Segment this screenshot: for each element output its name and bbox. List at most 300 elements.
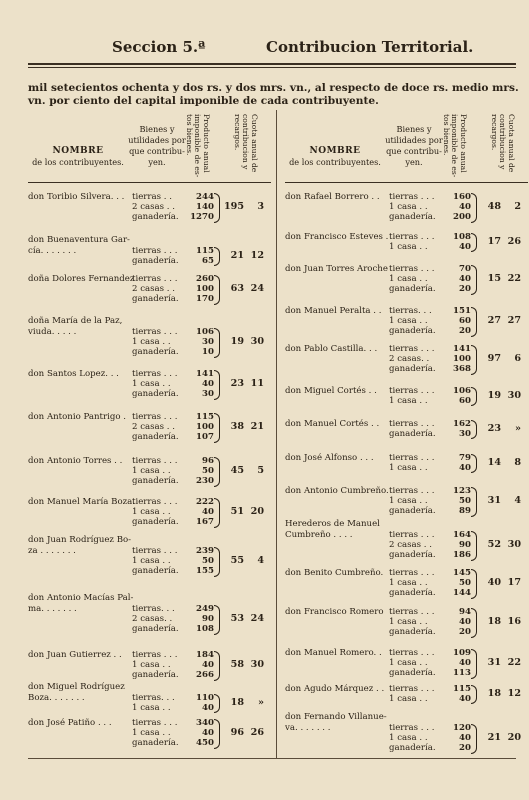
asset-values bbox=[441, 453, 471, 473]
asset-types bbox=[132, 546, 192, 577]
quota-maravedis: 24 bbox=[250, 283, 264, 295]
asset-value: 113 bbox=[453, 668, 471, 679]
page-title: Contribucion Territorial. bbox=[266, 38, 474, 56]
asset-type: tierras . . . bbox=[389, 648, 435, 658]
right-column-header bbox=[285, 110, 528, 182]
producto-heading: Producto anual imponible de es-tos bienes. bbox=[442, 114, 468, 178]
asset-value: 50 bbox=[202, 466, 214, 477]
asset-type: ganadería. bbox=[132, 476, 179, 487]
asset-value: 239 bbox=[196, 546, 214, 556]
asset-type: ganadería. bbox=[132, 517, 179, 528]
quota-maravedis: 4 bbox=[257, 555, 264, 567]
bienes-heading: Bienes y utilidades por que contribu-yen. bbox=[128, 124, 186, 167]
annual-quota bbox=[477, 732, 527, 743]
asset-value: 30 bbox=[202, 337, 214, 348]
contributor-name: don Fernando Villanue-va. . . . . . . bbox=[285, 712, 387, 733]
asset-values bbox=[441, 568, 471, 599]
asset-type: 1 casa . . bbox=[132, 379, 171, 390]
asset-types bbox=[132, 456, 192, 487]
asset-values bbox=[441, 648, 471, 679]
right-column bbox=[285, 110, 528, 760]
quota-reales: 55 bbox=[230, 555, 244, 567]
asset-type: tierras . . . bbox=[132, 718, 178, 728]
asset-value: 20 bbox=[459, 627, 471, 638]
asset-value: 40 bbox=[459, 463, 471, 474]
asset-type: tierras. . . bbox=[389, 306, 432, 316]
asset-type: 1 casa . . bbox=[132, 337, 171, 348]
asset-value: 40 bbox=[202, 660, 214, 671]
asset-type: ganadería. bbox=[132, 212, 179, 223]
contributor-name: don Manuel Peralta . . bbox=[285, 306, 382, 316]
asset-value: 109 bbox=[453, 648, 471, 658]
annual-quota bbox=[477, 616, 527, 627]
asset-type: ganadería. bbox=[132, 738, 179, 749]
asset-type: ganadería. bbox=[132, 624, 179, 635]
asset-values bbox=[184, 456, 214, 487]
asset-value: 50 bbox=[459, 578, 471, 589]
quota-reales: 31 bbox=[487, 495, 501, 507]
header-rule-thick bbox=[28, 63, 516, 65]
annual-quota bbox=[220, 201, 270, 212]
asset-type: 2 casas . . bbox=[132, 284, 176, 295]
asset-type: tierras . . . bbox=[389, 344, 435, 354]
asset-values bbox=[441, 530, 471, 561]
asset-types bbox=[132, 718, 192, 749]
asset-types bbox=[389, 530, 449, 561]
asset-values bbox=[441, 306, 471, 337]
quota-reales: 27 bbox=[487, 315, 501, 327]
asset-types bbox=[132, 412, 192, 443]
quota-maravedis: 24 bbox=[250, 613, 264, 625]
annual-quota bbox=[477, 423, 527, 434]
quota-maravedis: 17 bbox=[507, 577, 521, 589]
asset-type: 1 casa . . bbox=[389, 496, 428, 507]
annual-quota bbox=[477, 236, 527, 247]
bottom-rule bbox=[28, 758, 516, 759]
asset-value: 60 bbox=[459, 396, 471, 407]
asset-values bbox=[184, 192, 214, 223]
asset-values bbox=[184, 718, 214, 749]
asset-values bbox=[184, 693, 214, 713]
asset-value: 155 bbox=[196, 566, 214, 577]
asset-value: 249 bbox=[196, 604, 214, 614]
asset-values bbox=[441, 192, 471, 223]
quota-reales: 58 bbox=[230, 659, 244, 671]
asset-types bbox=[389, 723, 449, 754]
contributor-name: doña María de la Paz, viuda. . . . . bbox=[28, 316, 123, 337]
asset-values bbox=[184, 246, 214, 266]
contributor-name: doña Dolores Fernandez bbox=[28, 274, 135, 284]
asset-value: 50 bbox=[459, 496, 471, 507]
asset-value: 20 bbox=[459, 743, 471, 754]
asset-values bbox=[441, 344, 471, 375]
quota-reales: 45 bbox=[230, 465, 244, 477]
asset-value: 141 bbox=[453, 344, 471, 354]
asset-values bbox=[184, 274, 214, 305]
contributor-name: don Buenaventura Gar-cía. . . . . . . bbox=[28, 235, 130, 256]
annual-quota bbox=[477, 201, 527, 212]
intro-paragraph: mil setecientos ochenta y dos rs. y dos mrs. vn., al respecto de doce rs. medio mrs. vn. por ciento del capital imponible de cada contribuyente. bbox=[28, 82, 519, 107]
quota-maravedis: 2 bbox=[514, 201, 521, 213]
contributor-name: don Miguel Rodríguez Boza. . . . . . . bbox=[28, 682, 125, 703]
asset-type: tierras . . . bbox=[389, 264, 435, 274]
asset-types bbox=[389, 568, 449, 599]
annual-quota bbox=[220, 697, 270, 708]
asset-type: tierras . . . bbox=[132, 456, 178, 466]
asset-types bbox=[389, 684, 449, 704]
asset-value: 230 bbox=[196, 476, 214, 487]
asset-value: 340 bbox=[196, 718, 214, 728]
asset-value: 89 bbox=[459, 506, 471, 517]
quota-reales: 53 bbox=[230, 613, 244, 625]
asset-types bbox=[389, 648, 449, 679]
asset-type: 1 casa . . bbox=[389, 396, 428, 407]
annual-quota bbox=[477, 688, 527, 699]
asset-types bbox=[132, 192, 192, 223]
asset-type: 1 casa . . bbox=[132, 660, 171, 671]
quota-maravedis: 26 bbox=[250, 727, 264, 739]
asset-value: 141 bbox=[196, 369, 214, 379]
nombre-title: NOMBRE bbox=[309, 146, 361, 156]
asset-type: ganadería. bbox=[132, 294, 179, 305]
asset-value: 450 bbox=[196, 738, 214, 749]
asset-value: 368 bbox=[453, 364, 471, 375]
annual-quota bbox=[220, 659, 270, 670]
asset-values bbox=[441, 264, 471, 295]
contributor-name: don Manuel María Boza. bbox=[28, 497, 136, 507]
asset-type: tierras. . . bbox=[132, 693, 175, 703]
annual-quota bbox=[477, 495, 527, 506]
asset-value: 140 bbox=[196, 202, 214, 213]
left-column-header bbox=[28, 110, 271, 182]
asset-values bbox=[184, 412, 214, 443]
asset-value: 184 bbox=[196, 650, 214, 660]
quota-reales: 63 bbox=[230, 283, 244, 295]
header-rule-thin bbox=[28, 67, 516, 68]
contributor-name: don Antonio Cumbreño. bbox=[285, 486, 389, 496]
asset-type: tierras . . . bbox=[389, 453, 435, 463]
asset-types bbox=[132, 274, 192, 305]
asset-types bbox=[132, 650, 192, 681]
asset-types bbox=[389, 264, 449, 295]
quota-maravedis: 16 bbox=[507, 616, 521, 628]
contributor-name: don Juan Gutierrez . . bbox=[28, 650, 122, 660]
quota-reales: 40 bbox=[487, 577, 501, 589]
cuota-heading: Cuota anual de contribucion y recargos. bbox=[490, 114, 516, 173]
asset-type: ganadería. bbox=[132, 256, 179, 267]
asset-type: 1 casa . . bbox=[389, 316, 428, 327]
asset-type: 1 casa . . bbox=[132, 728, 171, 739]
asset-type: ganadería. bbox=[389, 284, 436, 295]
asset-value: 40 bbox=[459, 733, 471, 744]
producto-heading: Producto anual imponible de es-tos bienes. bbox=[185, 114, 211, 178]
asset-types bbox=[132, 327, 192, 358]
quota-reales: 14 bbox=[487, 457, 501, 469]
quota-maravedis: » bbox=[258, 697, 264, 709]
asset-type: ganadería. bbox=[389, 429, 436, 440]
quota-maravedis: 27 bbox=[507, 315, 521, 327]
contributor-name: don Manuel Romero. . bbox=[285, 648, 382, 658]
asset-values bbox=[184, 369, 214, 400]
quota-reales: 19 bbox=[487, 390, 501, 402]
asset-type: 1 casa . . bbox=[389, 578, 428, 589]
quota-reales: 18 bbox=[487, 616, 501, 628]
asset-value: 40 bbox=[202, 703, 214, 714]
asset-value: 107 bbox=[196, 432, 214, 443]
quota-reales: 21 bbox=[230, 250, 244, 262]
asset-type: tierras . . . bbox=[389, 232, 435, 242]
asset-value: 40 bbox=[202, 507, 214, 518]
asset-type: ganadería. bbox=[389, 743, 436, 754]
asset-type: ganadería. bbox=[389, 364, 436, 375]
asset-type: tierras . . . bbox=[132, 274, 178, 284]
quota-maravedis: » bbox=[515, 423, 521, 435]
asset-value: 10 bbox=[202, 347, 214, 358]
contributor-name: don Rafael Borrero . . bbox=[285, 192, 380, 202]
asset-type: 2 casas. . bbox=[132, 614, 173, 625]
quota-maravedis: 30 bbox=[250, 659, 264, 671]
asset-values bbox=[184, 546, 214, 577]
annual-quota bbox=[477, 390, 527, 401]
annual-quota bbox=[477, 539, 527, 550]
quota-maravedis: 12 bbox=[250, 250, 264, 262]
asset-value: 60 bbox=[459, 316, 471, 327]
left-column bbox=[28, 110, 271, 760]
asset-types bbox=[389, 192, 449, 223]
asset-value: 79 bbox=[459, 453, 471, 463]
quota-reales: 18 bbox=[487, 688, 501, 700]
annual-quota bbox=[220, 506, 270, 517]
contributor-name: don Francisco Esteves . bbox=[285, 232, 389, 242]
asset-values bbox=[441, 486, 471, 517]
bienes-heading: Bienes y utilidades por que contribu-yen. bbox=[385, 124, 443, 167]
asset-type: ganadería. bbox=[132, 347, 179, 358]
quota-maravedis: 30 bbox=[507, 539, 521, 551]
asset-values bbox=[441, 419, 471, 439]
asset-value: 40 bbox=[459, 617, 471, 628]
asset-type: tierras . . . bbox=[389, 530, 435, 540]
contributor-name: don Benito Cumbreño. bbox=[285, 568, 384, 578]
asset-types bbox=[132, 246, 192, 266]
asset-type: 1 casa . . bbox=[132, 507, 171, 518]
asset-value: 162 bbox=[453, 419, 471, 429]
asset-values bbox=[184, 497, 214, 528]
asset-types bbox=[389, 486, 449, 517]
asset-type: 1 casa . . bbox=[132, 556, 171, 567]
contributor-name: don Juan Rodríguez Bo-za . . . . . . . bbox=[28, 535, 132, 556]
asset-value: 96 bbox=[202, 456, 214, 466]
asset-values bbox=[184, 650, 214, 681]
contributor-name: don Francisco Romero bbox=[285, 607, 384, 617]
quota-maravedis: 20 bbox=[250, 506, 264, 518]
annual-quota bbox=[220, 555, 270, 566]
asset-type: tierras . . . bbox=[389, 419, 435, 429]
page-header bbox=[0, 38, 529, 58]
contributor-name: don Miguel Cortés . . bbox=[285, 386, 377, 396]
asset-type: tierras . . . bbox=[389, 568, 435, 578]
nombre-subtitle: de los contribuyentes. bbox=[289, 157, 381, 167]
asset-type: ganadería. bbox=[389, 550, 436, 561]
asset-value: 100 bbox=[453, 354, 471, 365]
quota-reales: 23 bbox=[487, 423, 501, 435]
asset-type: 2 casas . . bbox=[389, 540, 433, 551]
asset-value: 50 bbox=[202, 556, 214, 567]
asset-type: tierras . . . bbox=[389, 486, 435, 496]
asset-value: 94 bbox=[459, 607, 471, 617]
quota-maravedis: 3 bbox=[257, 201, 264, 213]
asset-value: 110 bbox=[196, 693, 214, 703]
annual-quota bbox=[477, 273, 527, 284]
contributor-name: don Antonio Torres . . bbox=[28, 456, 123, 466]
asset-types bbox=[132, 693, 192, 713]
asset-type: tierras . . . bbox=[132, 327, 178, 337]
asset-types bbox=[389, 232, 449, 252]
asset-type: ganadería. bbox=[132, 566, 179, 577]
quota-maravedis: 30 bbox=[507, 390, 521, 402]
asset-types bbox=[132, 369, 192, 400]
annual-quota bbox=[477, 353, 527, 364]
contributor-name: don Santos Lopez. . . bbox=[28, 369, 119, 379]
quota-reales: 17 bbox=[487, 236, 501, 248]
asset-type: 1 casa . . bbox=[132, 703, 171, 714]
asset-value: 186 bbox=[453, 550, 471, 561]
asset-value: 266 bbox=[196, 670, 214, 681]
contributor-name: don Agudo Márquez . . bbox=[285, 684, 385, 694]
asset-value: 30 bbox=[459, 429, 471, 440]
contributor-name: don Toribio Silvera. . . bbox=[28, 192, 125, 202]
asset-types bbox=[389, 419, 449, 439]
asset-value: 90 bbox=[459, 540, 471, 551]
column-header-rule bbox=[28, 182, 271, 183]
asset-type: 1 casa . . bbox=[389, 202, 428, 213]
annual-quota bbox=[477, 577, 527, 588]
quota-maravedis: 4 bbox=[514, 495, 521, 507]
annual-quota bbox=[220, 378, 270, 389]
asset-value: 40 bbox=[459, 694, 471, 705]
quota-reales: 97 bbox=[487, 353, 501, 365]
asset-types bbox=[389, 453, 449, 473]
asset-type: tierras . . . bbox=[132, 497, 178, 507]
asset-value: 40 bbox=[202, 379, 214, 390]
quota-maravedis: 22 bbox=[507, 657, 521, 669]
asset-value: 100 bbox=[196, 284, 214, 295]
asset-value: 160 bbox=[453, 192, 471, 202]
asset-value: 106 bbox=[453, 386, 471, 396]
asset-value: 145 bbox=[453, 568, 471, 578]
asset-value: 164 bbox=[453, 530, 471, 540]
asset-type: 1 casa . . bbox=[389, 463, 428, 474]
asset-values bbox=[184, 604, 214, 635]
quota-maravedis: 5 bbox=[257, 465, 264, 477]
contributor-name: don Pablo Castilla. . . bbox=[285, 344, 378, 354]
annual-quota bbox=[220, 613, 270, 624]
asset-values bbox=[441, 607, 471, 638]
asset-type: ganadería. bbox=[389, 212, 436, 223]
annual-quota bbox=[477, 315, 527, 326]
annual-quota bbox=[220, 283, 270, 294]
asset-type: 2 casas . . bbox=[132, 422, 176, 433]
asset-value: 40 bbox=[459, 274, 471, 285]
asset-value: 244 bbox=[196, 192, 214, 202]
quota-maravedis: 11 bbox=[250, 378, 264, 390]
annual-quota bbox=[220, 727, 270, 738]
asset-value: 115 bbox=[453, 684, 471, 694]
asset-value: 40 bbox=[459, 242, 471, 253]
asset-types bbox=[389, 344, 449, 375]
asset-types bbox=[132, 604, 192, 635]
asset-value: 170 bbox=[196, 294, 214, 305]
asset-type: 1 casa . . bbox=[389, 658, 428, 669]
asset-type: tierras . . . bbox=[389, 684, 435, 694]
asset-value: 40 bbox=[459, 202, 471, 213]
asset-type: tierras . . . bbox=[132, 246, 178, 256]
contributor-name: don José Alfonso . . . bbox=[285, 453, 374, 463]
contributor-name: don Manuel Cortés . . bbox=[285, 419, 380, 429]
quota-maravedis: 6 bbox=[514, 353, 521, 365]
contributor-name: don Antonio Macías Pal-ma. . . . . . . bbox=[28, 593, 134, 614]
nombre-title: NOMBRE bbox=[52, 146, 104, 156]
asset-value: 120 bbox=[453, 723, 471, 733]
asset-values bbox=[441, 723, 471, 754]
contributor-name: Herederos de Manuel Cumbreño . . . . bbox=[285, 519, 380, 540]
quota-maravedis: 20 bbox=[507, 732, 521, 744]
asset-type: tierras . . . bbox=[132, 650, 178, 660]
column-header-rule bbox=[285, 182, 528, 183]
asset-type: ganadería. bbox=[389, 326, 436, 337]
asset-type: tierras. . . bbox=[132, 604, 175, 614]
annual-quota bbox=[477, 457, 527, 468]
asset-value: 40 bbox=[459, 658, 471, 669]
nombre-heading bbox=[28, 146, 128, 168]
asset-value: 108 bbox=[453, 232, 471, 242]
quota-reales: 51 bbox=[230, 506, 244, 518]
asset-value: 115 bbox=[196, 246, 214, 256]
asset-value: 1270 bbox=[190, 212, 214, 223]
quota-reales: 96 bbox=[230, 727, 244, 739]
asset-value: 222 bbox=[196, 497, 214, 507]
asset-type: tierras . . . bbox=[132, 412, 178, 422]
quota-reales: 18 bbox=[230, 697, 244, 709]
contributor-name: don Juan Torres Aroche bbox=[285, 264, 388, 274]
quota-reales: 31 bbox=[487, 657, 501, 669]
asset-value: 65 bbox=[202, 256, 214, 267]
asset-type: tierras . . . bbox=[389, 607, 435, 617]
asset-type: tierras . . bbox=[132, 192, 172, 202]
asset-value: 90 bbox=[202, 614, 214, 625]
asset-values bbox=[184, 327, 214, 358]
asset-value: 167 bbox=[196, 517, 214, 528]
quota-reales: 19 bbox=[230, 336, 244, 348]
annual-quota bbox=[220, 421, 270, 432]
asset-type: tierras . . . bbox=[389, 192, 435, 202]
asset-values bbox=[441, 386, 471, 406]
annual-quota bbox=[220, 465, 270, 476]
quota-reales: 21 bbox=[487, 732, 501, 744]
annual-quota bbox=[220, 336, 270, 347]
asset-type: ganadería. bbox=[389, 588, 436, 599]
asset-type: 1 casa . . bbox=[389, 694, 428, 705]
column-divider bbox=[276, 110, 277, 758]
asset-value: 20 bbox=[459, 284, 471, 295]
section-label: Seccion 5.ª bbox=[112, 38, 206, 56]
asset-types bbox=[389, 386, 449, 406]
quota-reales: 38 bbox=[230, 421, 244, 433]
asset-value: 260 bbox=[196, 274, 214, 284]
quota-maravedis: 21 bbox=[250, 421, 264, 433]
contributor-name: don Antonio Pantrigo . bbox=[28, 412, 127, 422]
asset-types bbox=[389, 306, 449, 337]
quota-reales: 15 bbox=[487, 273, 501, 285]
